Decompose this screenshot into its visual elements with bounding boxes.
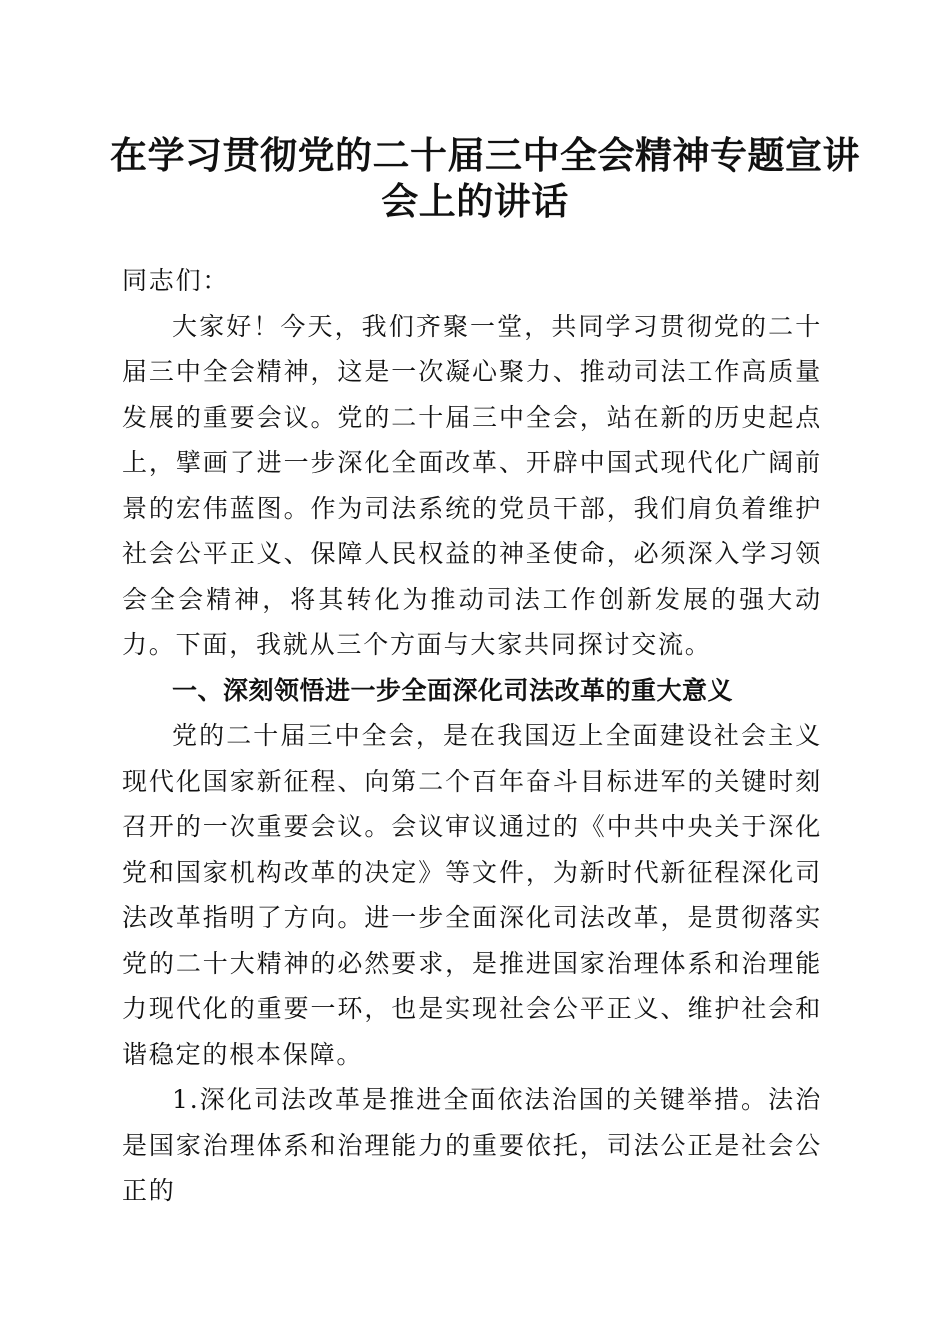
point-1-paragraph: 1.深化司法改革是推进全面依法治国的关键举措。法治是国家治理体系和治理能力的重要依托，司法公正是社会公正的 bbox=[122, 1085, 822, 1205]
title-line-2: 会上的讲话 bbox=[381, 179, 569, 223]
section-1-heading: 一、深刻领悟进一步全面深化司法改革的重大意义 bbox=[172, 675, 734, 705]
document-title bbox=[110, 132, 860, 224]
section-1-paragraph: 党的二十届三中全会，是在我国迈上全面建设社会主义现代化国家新征程、向第二个百年奋斗目标进军的关键时刻召开的一次重要会议。会议审议通过的《中共中央关于深化党和国家机构改革的决定》等文件，为新时代新征程深化司法改革指明了方向。进一步全面深化司法改革，是贯彻落实党的二十大精神的必然要求，是推进国家治理体系和治理能力现代化的重要一环，也是实现社会公平正义、维护社会和谐稳定的根本保障。 bbox=[122, 721, 822, 1069]
salutation: 同志们： bbox=[122, 266, 230, 295]
document-body bbox=[122, 258, 822, 1214]
title-line-1: 在学习贯彻党的二十届三中全会精神专题宣讲 bbox=[110, 133, 860, 177]
intro-paragraph: 大家好！今天，我们齐聚一堂，共同学习贯彻党的二十届三中全会精神，这是一次凝心聚力、推动司法工作高质量发展的重要会议。党的二十届三中全会，站在新的历史起点上，擘画了进一步深化全面改革、开辟中国式现代化广阔前景的宏伟蓝图。作为司法系统的党员干部，我们肩负着维护社会公平正义、保障人民权益的神圣使命，必须深入学习领会全会精神，将其转化为推动司法工作创新发展的强大动力。下面，我就从三个方面与大家共同探讨交流。 bbox=[122, 311, 822, 659]
